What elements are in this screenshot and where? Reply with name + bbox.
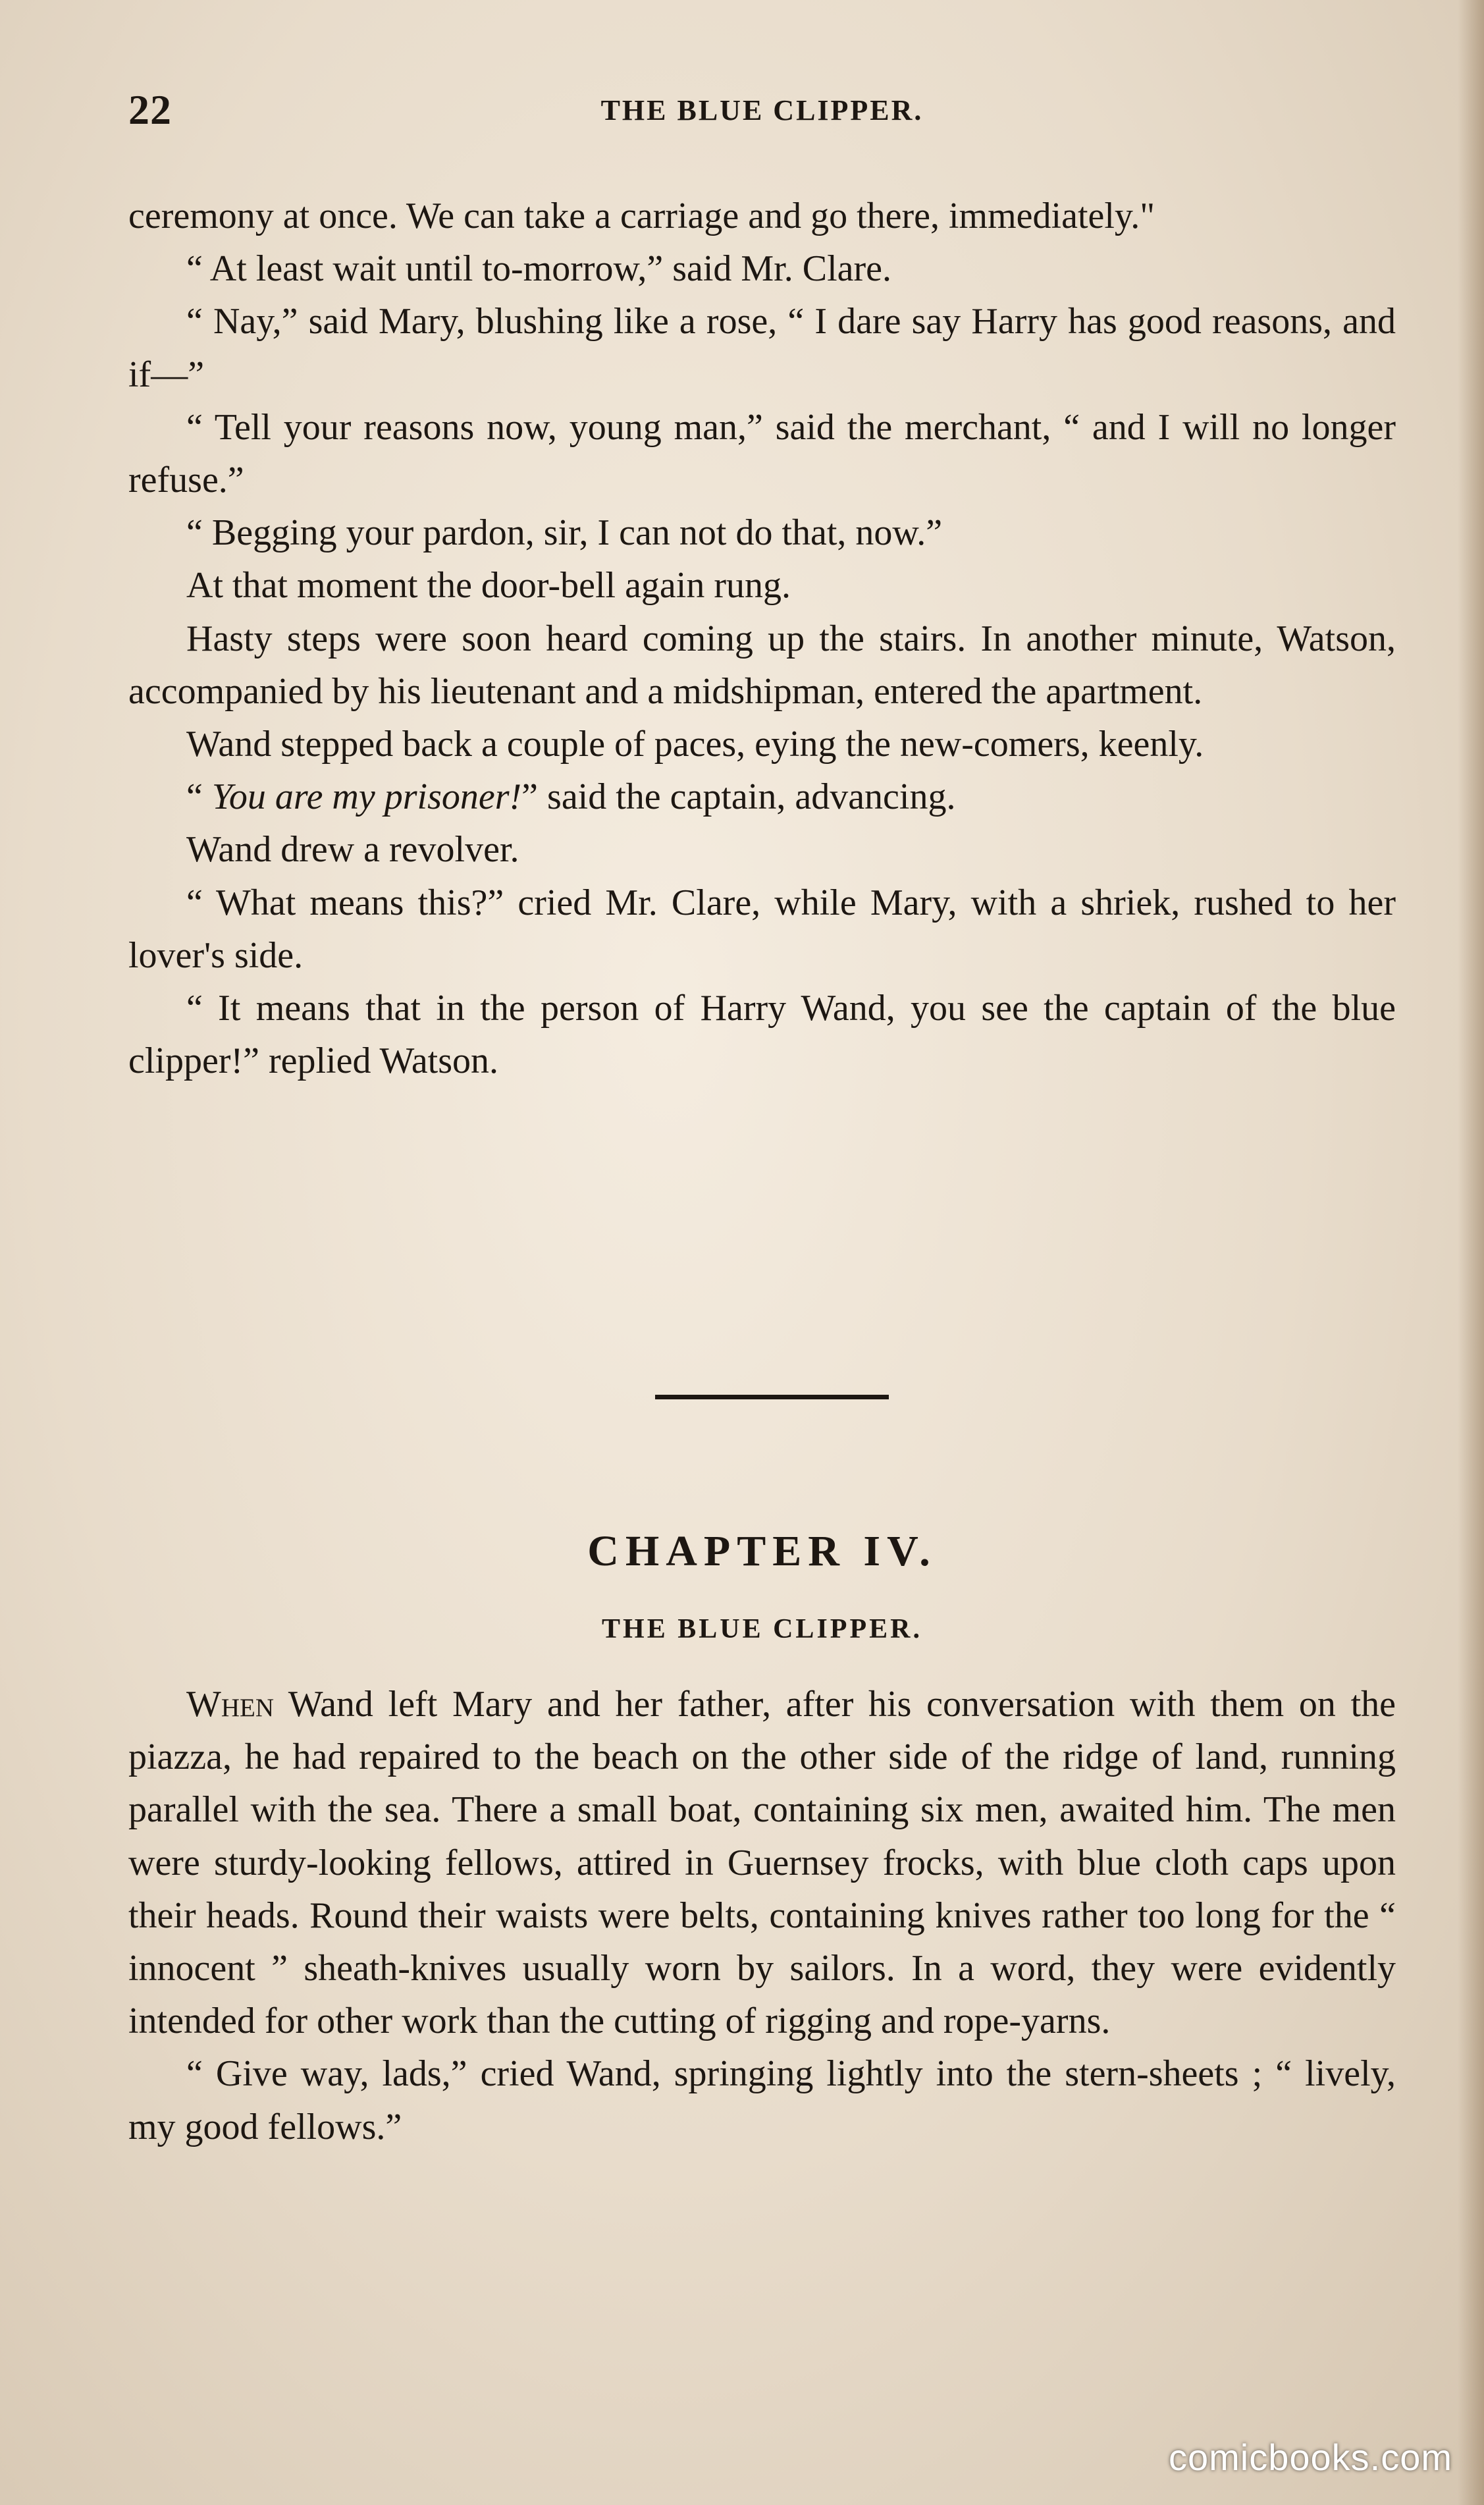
paragraph: “ Begging your pardon, sir, I can not do that, now.”	[186, 512, 943, 554]
paragraph-italic-quote	[128, 770, 1396, 823]
italic-quote: You are my prisoner!	[211, 776, 522, 818]
quote-open: “	[186, 776, 212, 818]
page-edge-shadow	[1458, 0, 1484, 2505]
running-title: THE BLUE CLIPPER.	[600, 94, 924, 126]
paragraph: “ At least wait until to-morrow,” said Mr. Clare.	[186, 248, 892, 290]
quote-close: ” said the captain, advancing.	[521, 776, 956, 818]
chapter-subtitle: THE BLUE CLIPPER.	[602, 1614, 922, 1644]
paragraph: ceremony at once. We can take a carriage and go there, immediately."	[128, 196, 1155, 236]
section-divider-rule	[655, 1395, 889, 1399]
paragraph: Wand stepped back a couple of paces, eying the new-comers, keenly.	[186, 724, 1204, 765]
paragraph: “ Give way, lads,” cried Wand, springing lightly into the stern-sheets ; “ lively, my good fellows.”	[128, 2053, 1396, 2147]
paragraph: Wand drew a revolver.	[186, 829, 519, 871]
page-number: 22	[128, 86, 172, 133]
opening-text: Wand left Mary and her father, after his conversation with them on the piazza, he had repaired to the beach on the other side of the ridge of land, running parallel with the sea. There a small boat, containing six men, awaited him. The men were sturdy-looking fellows, attired in Guernsey frocks, with blue cloth caps upon their heads. Round their waists were belts, containing knives rather too long for the “ innocent ” sheath-knives usually worn by sailors. In a word, they were evidently intended for other work than the cutting of rigging and rope-yarns.	[128, 1684, 1396, 2042]
paragraph: “ Tell your reasons now, young man,” said the merchant, “ and I will no longer refuse.”	[128, 406, 1396, 501]
paragraph: “ What means this?” cried Mr. Clare, while Mary, with a shriek, rushed to her lover's side.	[128, 882, 1396, 976]
site-watermark: comicbooks.com	[1168, 2437, 1452, 2478]
page-header	[128, 86, 1396, 138]
paragraph: Hasty steps were soon heard coming up the stairs. In another minute, Watson, accompanied by his lieutenant and a midshipman, entered the apartment.	[128, 618, 1396, 712]
paragraph: “ Nay,” said Mary, blushing like a rose, “ I dare say Harry has good reasons, and if—”	[128, 301, 1396, 395]
text-block-section-1	[128, 190, 1396, 1087]
chapter-heading: CHAPTER IV.	[587, 1527, 937, 1575]
paragraph: At that moment the door-bell again rung.	[186, 565, 791, 606]
opening-word: When	[186, 1684, 275, 1725]
paragraph: “ It means that in the person of Harry Wand, you see the captain of the blue clipper!” replied Watson.	[128, 988, 1396, 1082]
chapter-opening-paragraph	[128, 1678, 1396, 2047]
text-block-chapter	[128, 1678, 1396, 2153]
